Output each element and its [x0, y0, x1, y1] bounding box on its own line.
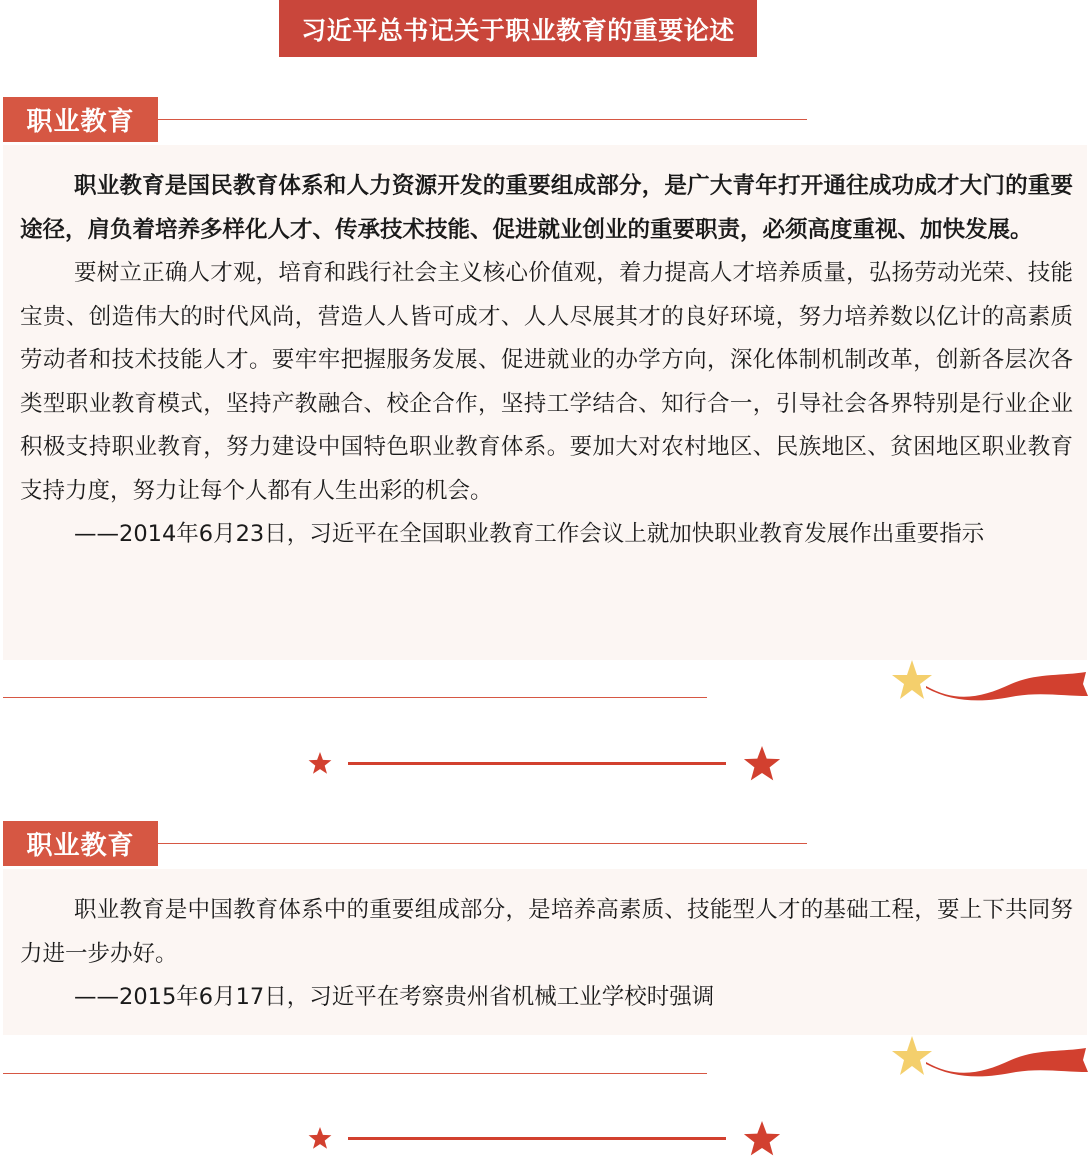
star-ribbon-decoration	[886, 1034, 1091, 1084]
quote-source: ——2014年6月23日，习近平在全国职业教育工作会议上就加快职业教育发展作出重要指示	[74, 521, 985, 547]
red-ribbon-icon	[926, 672, 1088, 700]
gold-star-icon	[892, 1036, 932, 1075]
small-star-icon	[309, 1127, 332, 1149]
star-divider	[300, 1120, 790, 1160]
quote-paragraph-bold: 职业教育是国民教育体系和人力资源开发的重要组成部分，是广大青年打开通往成功成才大门的重要途径，肩负着培养多样化人才、传承技术技能、促进就业创业的重要职责，必须高度重视、加快发展。	[20, 173, 1073, 243]
small-star-icon	[309, 752, 332, 774]
star-divider	[300, 745, 790, 785]
divider-line	[348, 762, 726, 765]
section-header-line	[157, 119, 807, 120]
section-header-line	[157, 843, 807, 844]
divider-line	[348, 1137, 726, 1140]
section-tag-label: 职业教育	[26, 831, 135, 861]
section-bottom-line	[3, 1073, 707, 1074]
red-ribbon-icon	[926, 1048, 1088, 1076]
star-ribbon-decoration	[886, 658, 1091, 708]
quote-paragraph: 要树立正确人才观，培育和践行社会主义核心价值观，着力提高人才培养质量，弘扬劳动光荣、技能宝贵、创造伟大的时代风尚，营造人人皆可成才、人人尽展其才的良好环境，努力培养数以亿计的高素质劳动者和技术技能人才。要牢牢把握服务发展、促进就业的办学方向，深化体制机制改革，创新各层次各类型职业教育模式，坚持产教融合、校企合作，坚持工学结合、知行合一，引导社会各界特别是行业企业积极支持职业教育，努力建设中国特色职业教育体系。要加大对农村地区、民族地区、贫困地区职业教育支持力度，努力让每个人都有人生出彩的机会。	[20, 260, 1073, 504]
section-bottom-line	[3, 697, 707, 698]
section-tag-2	[3, 821, 158, 866]
quote-paragraph: 职业教育是中国教育体系中的重要组成部分，是培养高素质、技能型人才的基础工程，要上下共同努力进一步办好。	[20, 897, 1073, 967]
page-title-banner	[279, 0, 757, 57]
quote-source: ——2015年6月17日，习近平在考察贵州省机械工业学校时强调	[74, 984, 715, 1010]
gold-star-icon	[892, 660, 932, 699]
section-tag-label: 职业教育	[26, 107, 135, 137]
large-star-icon	[744, 1121, 780, 1155]
quote-box-2	[3, 869, 1087, 1035]
large-star-icon	[744, 746, 780, 780]
section-tag-1	[3, 97, 158, 142]
quote-box-1	[3, 145, 1087, 660]
page-title: 习近平总书记关于职业教育的重要论述	[301, 15, 735, 45]
